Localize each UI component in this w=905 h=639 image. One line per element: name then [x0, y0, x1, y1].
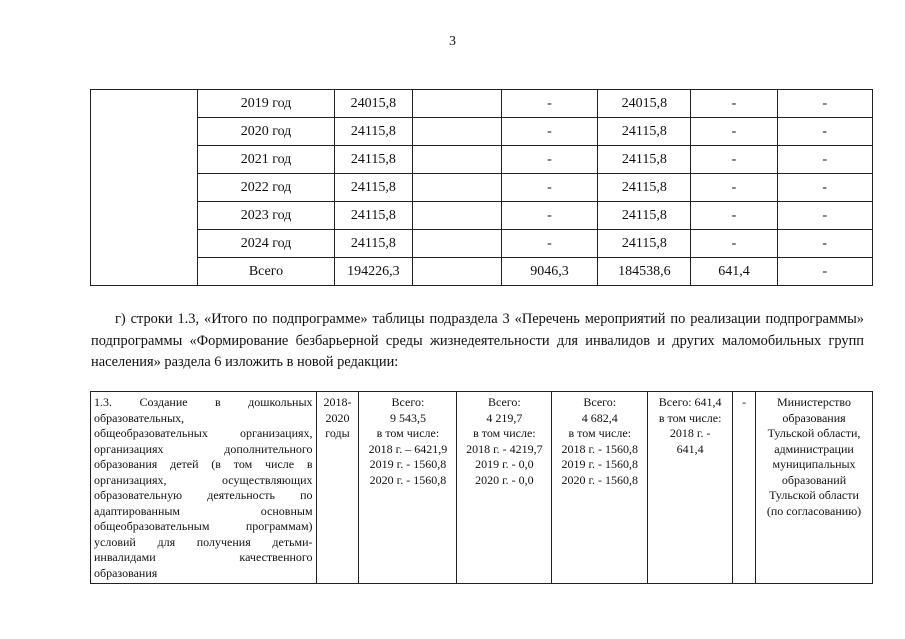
table-cell-c6: -	[691, 230, 777, 258]
table-row	[91, 90, 873, 118]
table-cell-total: 24115,8	[334, 230, 412, 258]
cell-line: (по согласованию)	[766, 503, 862, 518]
cell-line: условий для получения детьми-	[94, 534, 313, 549]
cell-line: 2020 г. - 1560,8	[561, 472, 639, 487]
cell-line: 1.3. Создание в дошкольных	[94, 395, 313, 409]
cell-line: образования	[782, 410, 846, 425]
table-row	[91, 230, 873, 258]
measure-table-row-1-3	[90, 391, 873, 584]
table-cell-c4: 9046,3	[501, 258, 598, 286]
table-cell-c6: -	[691, 174, 777, 202]
cell-line: 2018 г. - 1560,8	[561, 441, 639, 456]
table-cell-c4: -	[501, 202, 598, 230]
cell-line: Всего: 641,4	[658, 395, 722, 409]
table-cell-year: Всего	[198, 258, 335, 286]
table-cell-year: 2019 год	[198, 90, 335, 118]
table-cell-total: 24115,8	[334, 118, 412, 146]
cell-line: Всего:	[487, 395, 521, 409]
merged-label-cell	[91, 90, 198, 286]
cell-line: организациях, осуществляющих	[94, 472, 313, 487]
table-cell-c5: 24015,8	[598, 90, 691, 118]
measure-local-funding	[648, 392, 733, 584]
table-cell-c6: -	[691, 118, 777, 146]
measure-responsible	[756, 392, 873, 584]
measure-federal-funding	[457, 392, 552, 584]
cell-line: 2018 г. – 6421,9	[368, 441, 448, 456]
cell-line: адаптированным основным	[94, 503, 313, 518]
cell-line: образования детей (в том числе в	[94, 457, 313, 471]
table-cell-total: 24115,8	[334, 202, 412, 230]
table-cell-c5: 24115,8	[598, 230, 691, 258]
cell-line: организациях дополнительного	[94, 441, 313, 456]
table-cell-c7: -	[777, 118, 872, 146]
table-row	[91, 202, 873, 230]
amendment-paragraph: г) строки 1.3, «Итого по подпрограмме» таблицы подраздела 3 «Перечень мероприятий по реализации подпрограммы» подпрограммы «Формирование безбарьерной среды жизнедеятельности для инвалидов и других маломобильных групп населения» раздела 6 изложить в новой редакции:	[91, 311, 864, 370]
table-cell-c5: 184538,6	[598, 258, 691, 286]
cell-line: 641,4	[676, 441, 704, 456]
cell-line: Министерство	[777, 395, 852, 409]
table-cell-c4: -	[501, 90, 598, 118]
cell-line: администрации	[774, 441, 854, 456]
table-row	[91, 118, 873, 146]
measure-period	[316, 392, 359, 584]
table-cell-c5: 24115,8	[598, 174, 691, 202]
cell-line: 2019 г. - 1560,8	[369, 457, 447, 471]
table-cell-total: 24015,8	[334, 90, 412, 118]
cell-line: образовательных,	[94, 410, 185, 425]
table-cell-c7: -	[777, 90, 872, 118]
table-cell-c7: -	[777, 174, 872, 202]
cell-line: 2019 г. - 1560,8	[561, 457, 639, 471]
cell-line: в том числе:	[376, 426, 440, 440]
cell-line: в том числе:	[658, 410, 722, 425]
page-number: 3	[449, 34, 456, 49]
cell-line: 4 682,4	[581, 410, 618, 425]
table-cell-c6: -	[691, 90, 777, 118]
cell-line: 2018-	[323, 395, 352, 409]
cell-line: общеобразовательных организациях,	[94, 426, 313, 440]
cell-line: 2020	[325, 410, 350, 425]
measure-regional-funding	[552, 392, 648, 584]
cell-line: в том числе:	[473, 426, 536, 440]
cell-line: 9 543,5	[389, 410, 426, 425]
table-cell-c4: -	[501, 230, 598, 258]
measure-other-funding	[733, 392, 756, 584]
table-row	[91, 174, 873, 202]
table-cell-empty	[412, 258, 501, 286]
cell-line: 2018 г. -	[669, 426, 711, 440]
cell-line: 2020 г. - 0,0	[475, 472, 534, 487]
cell-line: образования	[94, 565, 158, 580]
cell-line: Тульской области	[769, 488, 859, 502]
table-cell-c6: 641,4	[691, 258, 777, 286]
table-cell-c4: -	[501, 118, 598, 146]
cell-line: 2020 г. - 1560,8	[369, 472, 447, 487]
measure-description	[91, 392, 317, 584]
table-cell-empty	[412, 146, 501, 174]
table-cell-empty	[412, 118, 501, 146]
table-cell-c5: 24115,8	[598, 146, 691, 174]
table-cell-c5: 24115,8	[598, 118, 691, 146]
cell-line: годы	[325, 426, 350, 440]
table-cell-c7: -	[777, 202, 872, 230]
cell-line: муниципальных	[772, 457, 856, 471]
table-cell-empty	[412, 90, 501, 118]
cell-line: инвалидами качественного	[94, 550, 313, 564]
table-cell-total: 194226,3	[334, 258, 412, 286]
table-cell-total: 24115,8	[334, 174, 412, 202]
table-cell-year: 2023 год	[198, 202, 335, 230]
table-cell-year: 2021 год	[198, 146, 335, 174]
measure-total-funding	[359, 392, 457, 584]
cell-line: 2019 г. - 0,0	[475, 457, 534, 471]
table-row	[91, 146, 873, 174]
table-cell-year: 2020 год	[198, 118, 335, 146]
table-cell-empty	[412, 174, 501, 202]
table-cell-c5: 24115,8	[598, 202, 691, 230]
table-cell-c6: -	[691, 202, 777, 230]
table-cell-c7: -	[777, 230, 872, 258]
table-cell-year: 2024 год	[198, 230, 335, 258]
table-cell-c4: -	[501, 174, 598, 202]
cell-line: Всего:	[583, 395, 617, 409]
cell-line: образований	[781, 472, 847, 487]
table-row	[91, 258, 873, 286]
table-cell-c7: -	[777, 258, 872, 286]
table-cell-year: 2022 год	[198, 174, 335, 202]
cell-line: образовательную деятельность по	[94, 488, 313, 502]
cell-line: в том числе:	[568, 426, 632, 440]
funding-table-continuation	[90, 89, 873, 286]
cell-line: 2018 г. - 4219,7	[466, 441, 543, 456]
table-cell-c4: -	[501, 146, 598, 174]
table-cell-empty	[412, 230, 501, 258]
measure-row	[91, 392, 873, 584]
table-cell-c6: -	[691, 146, 777, 174]
table-cell-total: 24115,8	[334, 146, 412, 174]
table-cell-empty	[412, 202, 501, 230]
table-cell-c7: -	[777, 146, 872, 174]
cell-line: Всего:	[391, 395, 425, 409]
cell-line: -	[742, 395, 747, 409]
cell-line: Тульской области,	[767, 426, 861, 440]
cell-line: общеобразовательным программам)	[94, 519, 313, 533]
cell-line: 4 219,7	[486, 410, 523, 425]
